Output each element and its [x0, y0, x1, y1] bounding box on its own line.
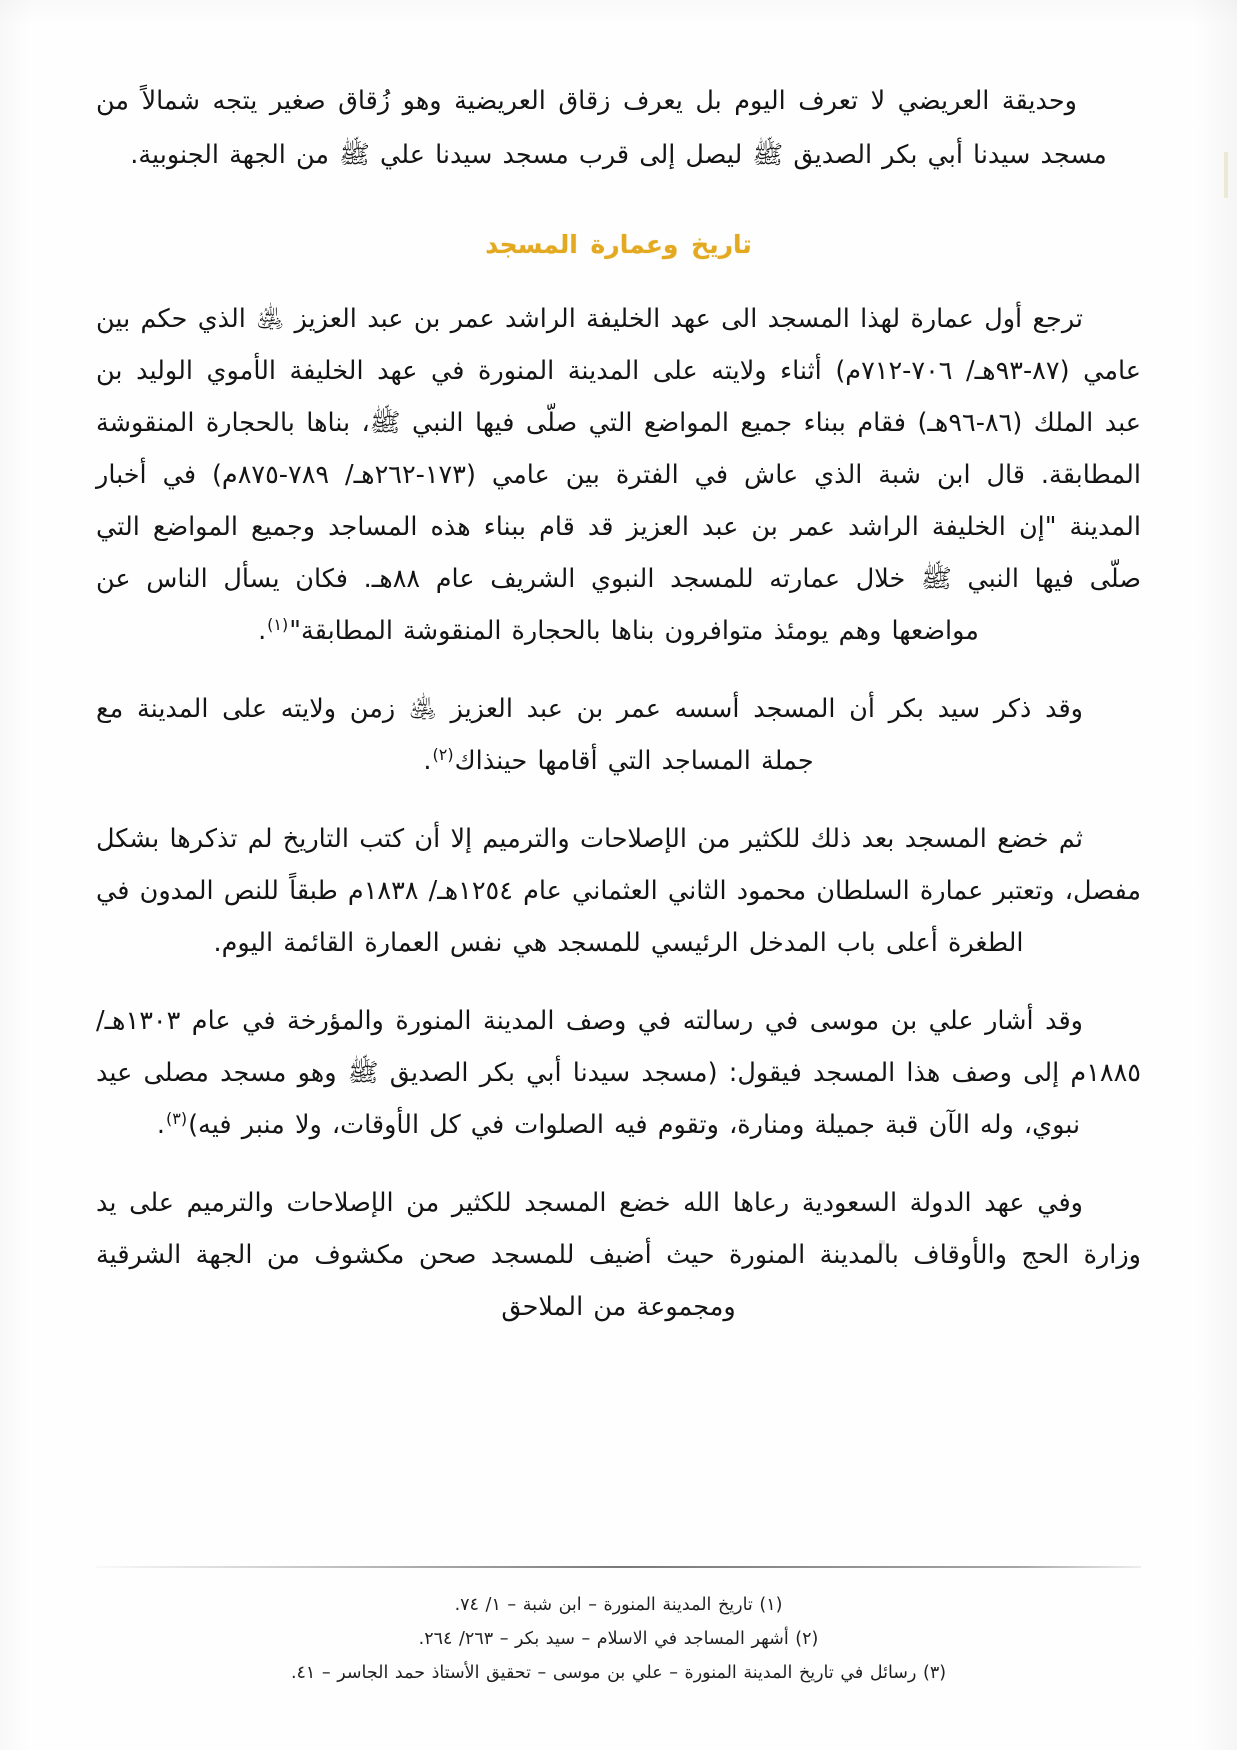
body-paragraph-2: [96, 683, 1141, 787]
footnote-zone: [96, 1566, 1141, 1690]
footnote-separator: [96, 1566, 1141, 1568]
footnote-marker: (١): [759, 1595, 783, 1615]
footnote-ref-2: (٢): [432, 744, 454, 764]
footnote-item: [96, 1656, 1141, 1690]
paragraph-text: ثم خضع المسجد بعد ذلك للكثير من الإصلاحات والترميم إلا أن كتب التاريخ لم تذكرها بشكل مفصل، وتعتبر عمارة السلطان محمود الثاني العثماني عام ١٢٥٤هـ/ ١٨٣٨م طبقاً للنص المدون في الطغرة أعلى باب المدخل الرئيسي للمسجد هي نفس العمارة القائمة اليوم.: [96, 824, 1141, 958]
footnote-text: أشهر المساجد في الاسلام – سيد بكر – ٢٦٣/ ٢٦٤.: [418, 1629, 789, 1649]
body-paragraph-4: [96, 995, 1141, 1151]
paragraph-text: وفي عهد الدولة السعودية رعاها الله خضع المسجد للكثير من الإصلاحات والترميم على يد وزارة الحج والأوقاف بالمدينة المنورة حيث أضيف للمسجد صحن مكشوف من الجهة الشرقية ومجموعة من الملاحق: [96, 1188, 1141, 1322]
paragraph-tail: .: [423, 746, 432, 776]
footnote-text: تاريخ المدينة المنورة – ابن شبة – ١/ ٧٤.: [454, 1595, 753, 1615]
body-paragraph-1: [96, 293, 1141, 657]
footnote-item: [96, 1588, 1141, 1622]
page-content: [96, 74, 1141, 1333]
footnote-ref-3: (٣): [166, 1108, 188, 1128]
footnote-marker: (٢): [795, 1629, 819, 1649]
paragraph-text: وقد ذكر سيد بكر أن المسجد أسسه عمر بن عبد العزيز ﵁ زمن ولايته على المدينة مع جملة المساجد التي أقامها حينذاك: [96, 694, 1083, 776]
footnote-item: [96, 1622, 1141, 1656]
paragraph-tail: .: [156, 1110, 166, 1140]
body-paragraph-3: [96, 813, 1141, 969]
scan-artifact: [1224, 152, 1228, 198]
section-heading: تاريخ وعمارة المسجد: [485, 230, 752, 259]
lead-paragraph: وحديقة العريضي لا تعرف اليوم بل يعرف زقاق العريضية وهو زُقاق صغير يتجه شمالاً من مسجد سيدنا أبي بكر الصديق ﷺ ليصل إلى قرب مسجد سيدنا علي ﷺ من الجهة الجنوبية.: [96, 86, 1107, 170]
paragraph-text: وقد أشار علي بن موسى في رسالته في وصف المدينة المنورة والمؤرخة في عام ١٣٠٣هـ/ ١٨٨٥م إلى وصف هذا المسجد فيقول: (مسجد سيدنا أبي بكر الصديق ﷺ وهو مسجد مصلى عيد نبوي، وله الآن قبة جميلة ومنارة، وتقوم فيه الصلوات في كل الأوقات، ولا منبر فيه): [96, 1006, 1141, 1140]
paragraph-text: ترجع أول عمارة لهذا المسجد الى عهد الخليفة الراشد عمر بن عبد العزيز ﵁ الذي حكم بين عامي (٨٧-٩٣هـ/ ٧٠٦-٧١٢م) أثناء ولايته على المدينة المنورة في عهد الخليفة الأموي الوليد بن عبد الملك (٨٦-٩٦هـ) فقام ببناء جميع المواضع التي صلّى فيها النبي ﷺ، بناها بالحجارة المنقوشة المطابقة. قال ابن شبة الذي عاش في الفترة بين عامي (١٧٣-٢٦٢هـ/ ٧٨٩-٨٧٥م) في أخبار المدينة "إن الخليفة الراشد عمر بن عبد العزيز قد قام ببناء هذه المساجد وجميع المواضع التي صلّى فيها النبي ﷺ خلال عمارته للمسجد النبوي الشريف عام ٨٨هـ. فكان يسأل الناس عن مواضعها وهم يومئذ متوافرون بناها بالحجارة المنقوشة المطابقة": [96, 304, 1142, 646]
footnote-marker: (٣): [922, 1663, 947, 1683]
footnote-text: رسائل في تاريخ المدينة المنورة – علي بن موسى – تحقيق الأستاذ حمد الجاسر – ٤١.: [290, 1663, 917, 1683]
footnote-ref-1: (١): [267, 614, 289, 634]
body-paragraph-5: [96, 1177, 1141, 1333]
paragraph-tail: .: [258, 616, 267, 646]
